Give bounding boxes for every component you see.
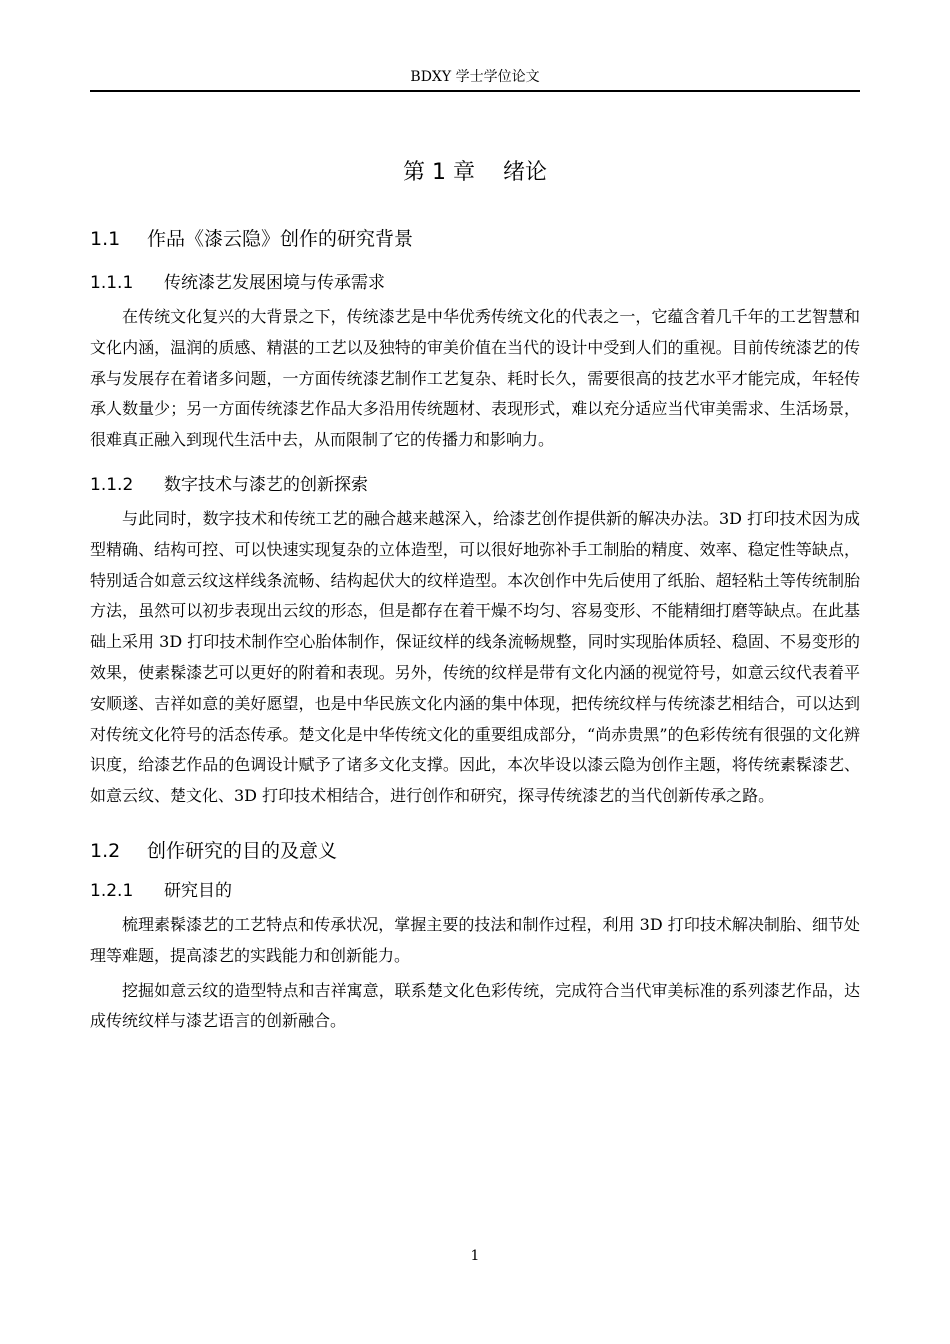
chapter-number: 第 1 章 bbox=[403, 160, 475, 185]
subsection-title: 研究目的 bbox=[164, 880, 232, 901]
chapter-title bbox=[0, 158, 950, 188]
subsection-number: 1.2.1 bbox=[90, 880, 134, 901]
main-content bbox=[90, 222, 860, 1037]
chapter-name: 绪论 bbox=[502, 160, 547, 185]
header-title: BDXY 学士学位论文 bbox=[410, 69, 540, 85]
subsection-title: 传统漆艺发展困境与传承需求 bbox=[164, 273, 385, 293]
subsection-heading bbox=[90, 268, 860, 298]
page-header bbox=[90, 64, 860, 92]
body-paragraph: 在传统文化复兴的大背景之下，传统漆艺是中华优秀传统文化的代表之一，它蕴含着几千年的工艺智慧和文化内涵，温润的质感、精湛的工艺以及独特的审美价值在当代的设计中受到人们的重视。目前传统漆艺的传承与发展存在着诸多问题，一方面传统漆艺制作工艺复杂、耗时长久，需要很高的技艺水平才能完成，年轻传承人数量少；另一方面传统漆艺作品大多沿用传统题材、表现形式，难以充分适应当代审美需求、生活场景，很难真正融入到现代生活中去，从而限制了它的传播力和影响力。 bbox=[90, 307, 860, 450]
section-title: 作品《漆云隐》创作的研究背景 bbox=[147, 228, 414, 250]
subsection-number: 1.1.1 bbox=[90, 273, 134, 293]
section-title: 创作研究的目的及意义 bbox=[147, 839, 338, 862]
body-paragraph: 与此同时，数字技术和传统工艺的融合越来越深入，给漆艺创作提供新的解决办法。3D 打印技术因为成型精确、结构可控、可以快速实现复杂的立体造型，可以很好地弥补手工制胎的精度、效率、稳定性等缺点，特别适合如意云纹这样线条流畅、结构起伏大的纹样造型。本次创作中先后使用了纸胎、超轻粘土等传统制胎方法，虽然可以初步表现出云纹的形态，但是都存在着干燥不均匀、容易变形、不能精细打磨等缺点。在此基础上采用 3D 打印技术制作空心胎体制作，保证纹样的线条流畅规整，同时实现胎体质轻、稳固、不易变形的效果，使素髹漆艺可以更好的附着和表现。另外，传统的纹样是带有文化内涵的视觉符号，如意云纹代表着平安顺遂、吉祥如意的美好愿望，也是中华民族文化内涵的集中体现，把传统纹样与传统漆艺相结合，可以达到对传统文化符号的活态传承。楚文化是中华传统文化的重要组成部分，“尚赤贵黑”的色彩传统有很强的文化辨识度，给漆艺作品的色调设计赋予了诸多文化支撑。因此，本次毕设以漆云隐为创作主题，将传统素髹漆艺、如意云纹、楚文化、3D 打印技术相结合，进行创作和研究，探寻传统漆艺的当代创新传承之路。 bbox=[90, 508, 860, 806]
subsection-title: 数字技术与漆艺的创新探索 bbox=[164, 474, 368, 495]
section-heading bbox=[90, 834, 860, 868]
section-number: 1.2 bbox=[90, 839, 121, 862]
page-number: 1 bbox=[470, 1248, 480, 1264]
subsection-heading bbox=[90, 876, 860, 906]
body-paragraph: 梳理素髹漆艺的工艺特点和传承状况，掌握主要的技法和制作过程，利用 3D 打印技术解决制胎、细节处理等难题，提高漆艺的实践能力和创新能力。 bbox=[90, 914, 860, 965]
section-number: 1.1 bbox=[90, 228, 121, 250]
section-heading bbox=[90, 222, 860, 256]
subsection-number: 1.1.2 bbox=[90, 474, 134, 495]
body-paragraph: 挖掘如意云纹的造型特点和吉祥寓意，联系楚文化色彩传统，完成符合当代审美标准的系列漆艺作品，达成传统纹样与漆艺语言的创新融合。 bbox=[90, 980, 860, 1031]
subsection-heading bbox=[90, 470, 860, 500]
